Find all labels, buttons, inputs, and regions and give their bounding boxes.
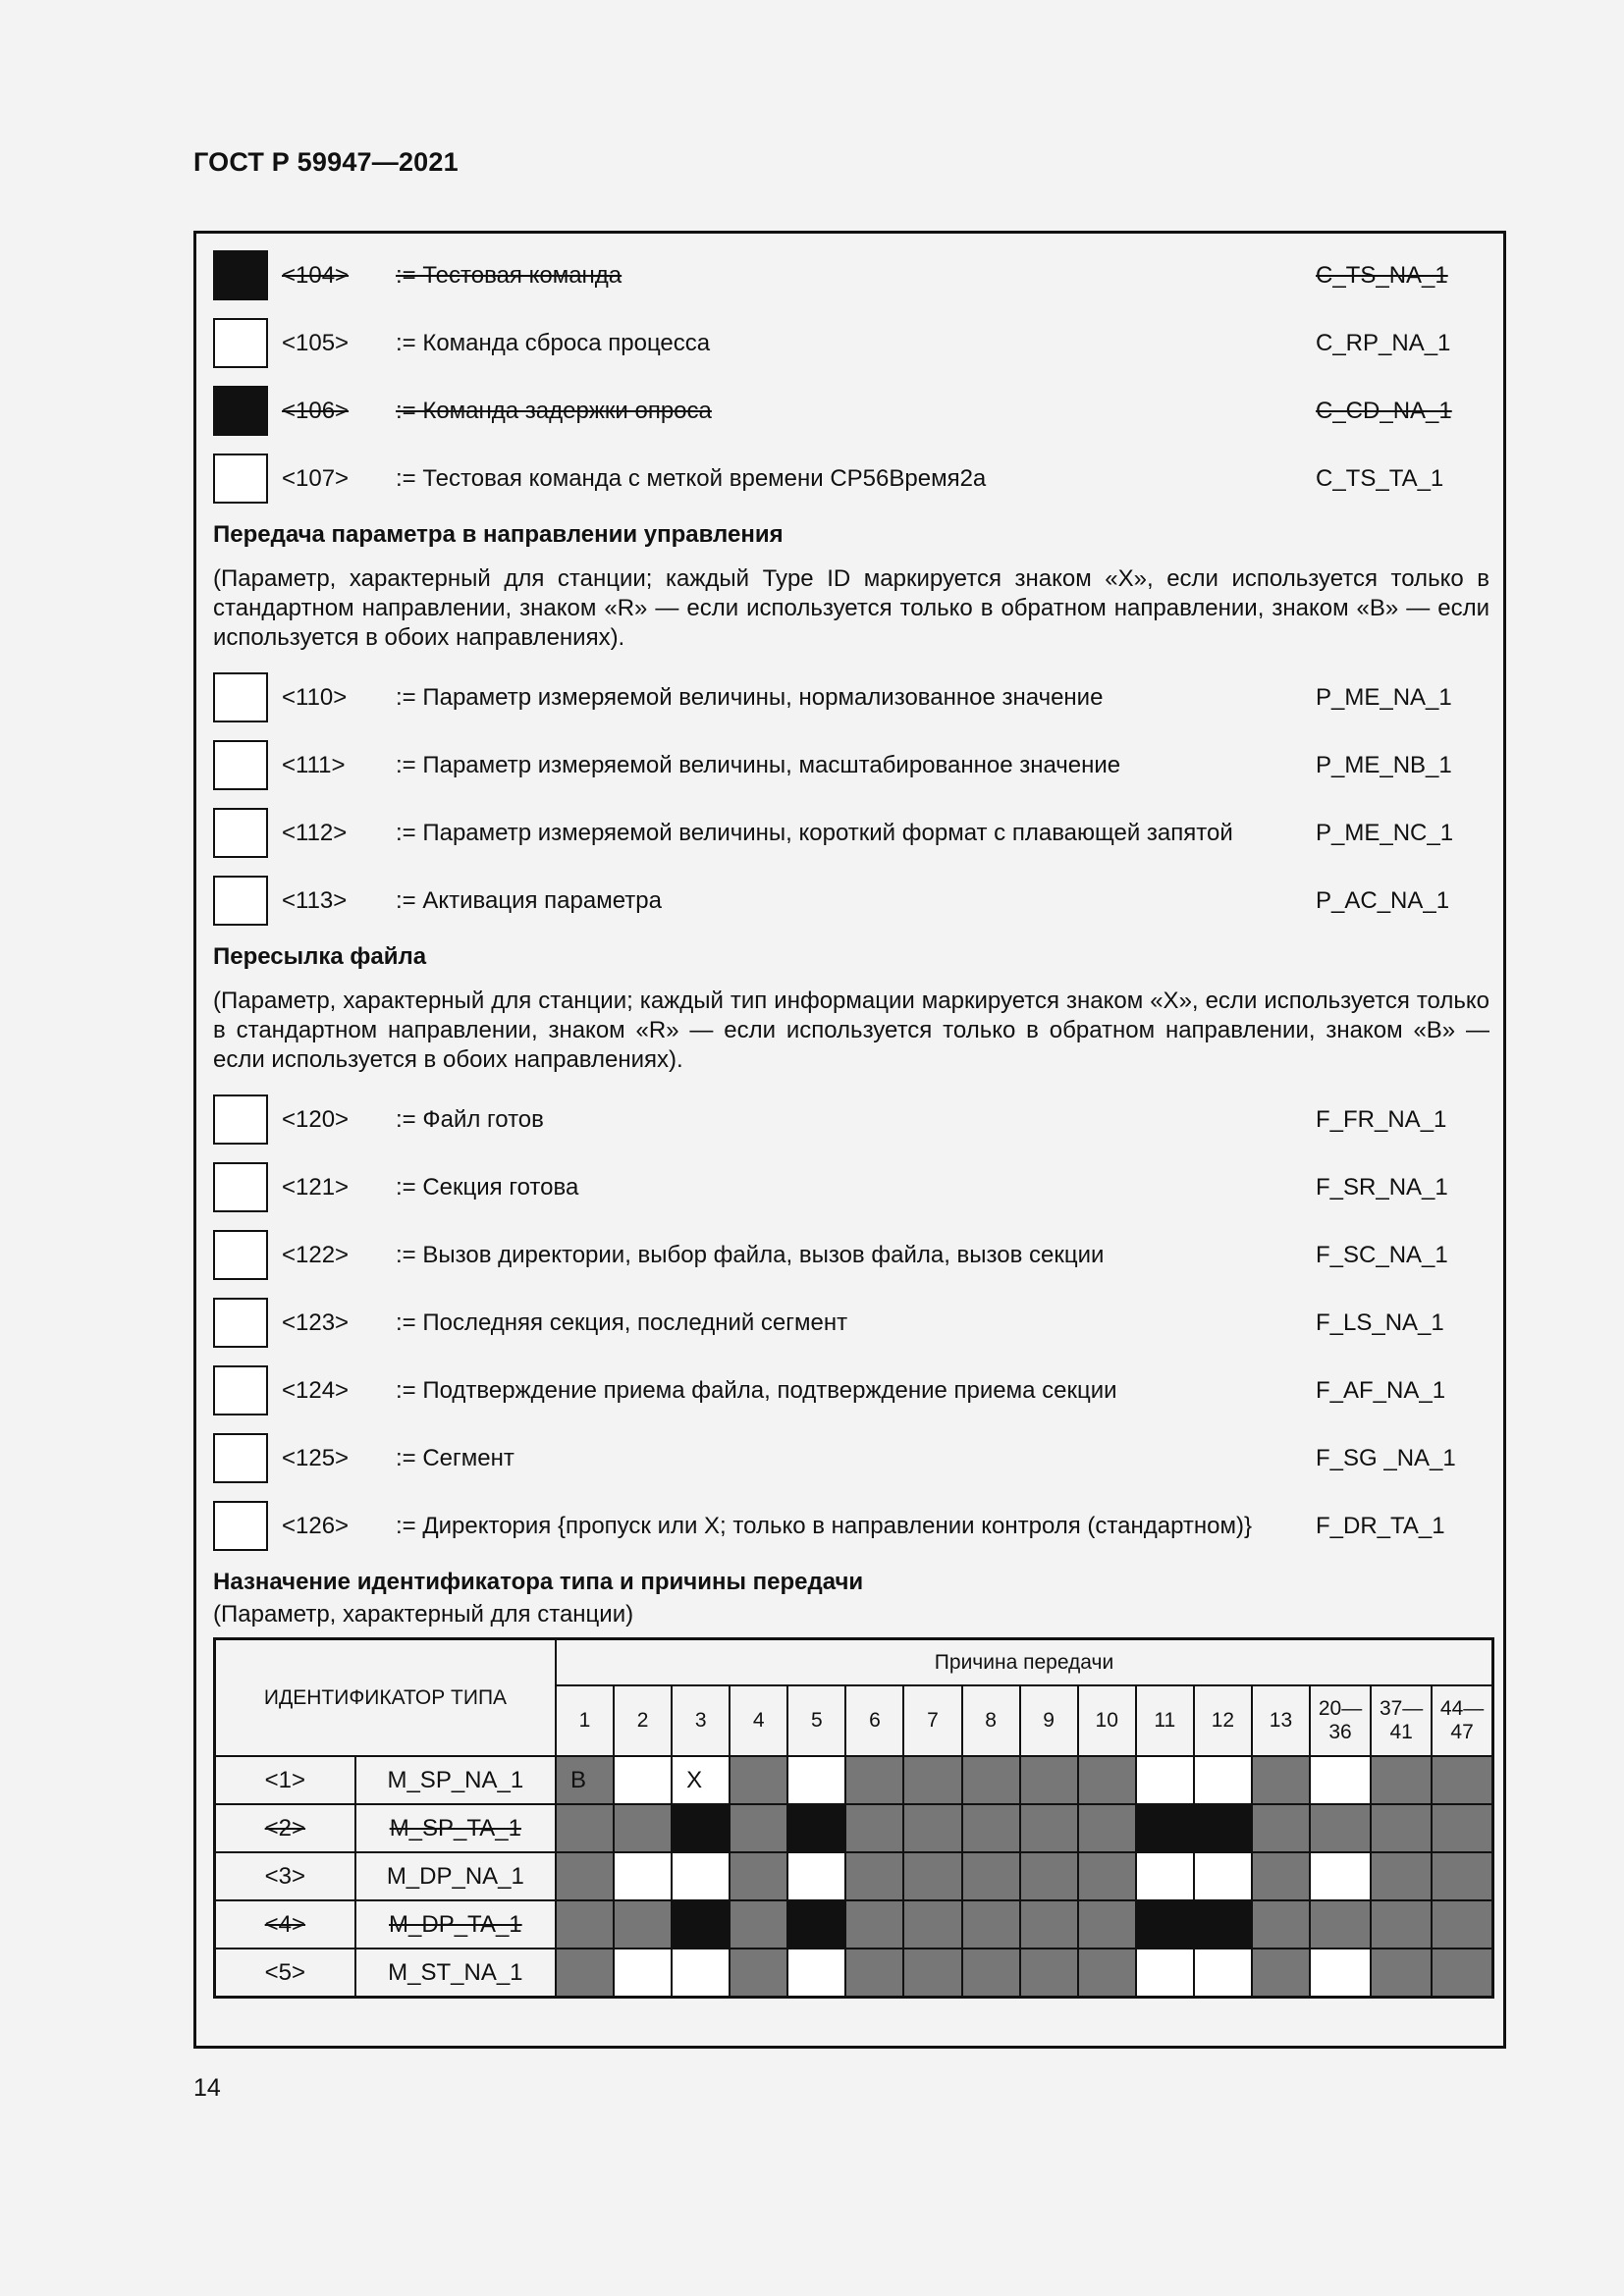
page-number: 14 bbox=[193, 2074, 221, 2102]
type-description: := Активация параметра bbox=[396, 887, 662, 914]
selectable-cell[interactable] bbox=[787, 1949, 845, 1998]
checkbox[interactable] bbox=[213, 1095, 268, 1145]
selectable-cell[interactable] bbox=[1310, 1949, 1371, 1998]
unavailable-cell bbox=[1432, 1756, 1492, 1804]
cause-column-header bbox=[672, 1685, 730, 1756]
assignment-table bbox=[213, 1637, 1494, 1999]
type-description: := Параметр измеряемой величины, масштабированное значение bbox=[396, 752, 1121, 778]
list-item bbox=[213, 876, 1489, 926]
content-frame bbox=[193, 231, 1506, 2049]
type-description: := Подтверждение приема файла, подтверждение приема секции bbox=[396, 1377, 1117, 1404]
cause-column-header bbox=[1194, 1685, 1252, 1756]
list-item bbox=[213, 1298, 1489, 1348]
unavailable-cell bbox=[614, 1804, 672, 1852]
type-ident-cell bbox=[355, 1949, 556, 1998]
type-code: <121> bbox=[282, 1174, 350, 1201]
checkbox[interactable] bbox=[213, 1230, 268, 1280]
unavailable-cell bbox=[845, 1900, 903, 1949]
type-ident-cell bbox=[355, 1804, 556, 1852]
unavailable-cell bbox=[1020, 1900, 1078, 1949]
selectable-cell[interactable] bbox=[1310, 1852, 1371, 1900]
type-code: <106> bbox=[282, 398, 350, 424]
unavailable-cell bbox=[556, 1949, 614, 1998]
cause-column-header bbox=[730, 1685, 787, 1756]
cause-column-header bbox=[903, 1685, 961, 1756]
type-code: <123> bbox=[282, 1309, 350, 1336]
unavailable-cell bbox=[1194, 1804, 1252, 1852]
type-description: := Тестовая команда с меткой времени CP56Время2а bbox=[396, 465, 987, 492]
cause-column-header bbox=[845, 1685, 903, 1756]
type-identifier: M_DP_TA_1 bbox=[389, 1910, 522, 1938]
unavailable-cell bbox=[1136, 1804, 1194, 1852]
unavailable-cell bbox=[962, 1756, 1020, 1804]
cause-header: Причина передачи bbox=[556, 1639, 1493, 1686]
type-code: <126> bbox=[282, 1513, 350, 1539]
type-identifier: P_ME_NC_1 bbox=[1316, 820, 1454, 846]
cause-column-label: 37— bbox=[1379, 1697, 1424, 1720]
selectable-cell[interactable] bbox=[1194, 1756, 1252, 1804]
unavailable-cell bbox=[903, 1900, 961, 1949]
unavailable-cell bbox=[903, 1949, 961, 1998]
checkbox[interactable] bbox=[213, 740, 268, 790]
type-identifier: C_TS_NA_1 bbox=[1316, 262, 1448, 289]
table-row bbox=[215, 1804, 1493, 1852]
type-code: <104> bbox=[282, 262, 350, 289]
unavailable-cell bbox=[903, 1756, 961, 1804]
unavailable-cell bbox=[962, 1900, 1020, 1949]
unavailable-cell bbox=[1432, 1804, 1492, 1852]
cause-column-label: 4 bbox=[752, 1709, 765, 1732]
list-item bbox=[213, 454, 1489, 504]
unavailable-cell bbox=[730, 1756, 787, 1804]
type-code-cell bbox=[215, 1756, 355, 1804]
cell-mark: X bbox=[686, 1766, 703, 1793]
unavailable-cell bbox=[1252, 1900, 1310, 1949]
type-description: := Параметр измеряемой величины, короткий формат с плавающей запятой bbox=[396, 820, 1233, 846]
unavailable-cell bbox=[1020, 1852, 1078, 1900]
unavailable-cell bbox=[845, 1804, 903, 1852]
checkbox[interactable] bbox=[213, 672, 268, 722]
unavailable-cell bbox=[1252, 1756, 1310, 1804]
selectable-cell[interactable] bbox=[672, 1949, 730, 1998]
type-identifier: C_RP_NA_1 bbox=[1316, 330, 1451, 356]
type-code: <2> bbox=[264, 1814, 306, 1842]
unavailable-cell bbox=[1371, 1949, 1432, 1998]
type-code-cell bbox=[215, 1804, 355, 1852]
cause-column-header bbox=[1252, 1685, 1310, 1756]
checkbox[interactable] bbox=[213, 318, 268, 368]
type-code: <1> bbox=[264, 1766, 306, 1793]
selectable-cell[interactable] bbox=[614, 1949, 672, 1998]
cell-mark: B bbox=[569, 1766, 586, 1793]
type-id-header: ИДЕНТИФИКАТОР ТИПА bbox=[215, 1639, 556, 1757]
type-code-cell bbox=[215, 1949, 355, 1998]
cause-column-label: 41 bbox=[1389, 1721, 1413, 1743]
type-ident-cell bbox=[355, 1852, 556, 1900]
type-description: := Тестовая команда bbox=[396, 262, 623, 289]
unavailable-cell bbox=[1252, 1804, 1310, 1852]
type-identifier: P_AC_NA_1 bbox=[1316, 887, 1450, 914]
checkbox[interactable] bbox=[213, 1298, 268, 1348]
type-code: <5> bbox=[264, 1958, 306, 1986]
list-item bbox=[213, 318, 1489, 368]
unavailable-cell bbox=[730, 1804, 787, 1852]
unavailable-cell bbox=[1310, 1804, 1371, 1852]
list-item bbox=[213, 1501, 1489, 1551]
checkbox[interactable] bbox=[213, 876, 268, 926]
type-identifier: M_ST_NA_1 bbox=[388, 1958, 523, 1986]
type-description: := Параметр измеряемой величины, нормализованное значение bbox=[396, 684, 1104, 711]
cause-column-label: 47 bbox=[1450, 1721, 1474, 1743]
type-code: <107> bbox=[282, 465, 350, 492]
unavailable-cell bbox=[1078, 1804, 1136, 1852]
type-identifier: F_DR_TA_1 bbox=[1316, 1513, 1445, 1539]
commands-list bbox=[213, 250, 1489, 504]
cause-column-label: 20— bbox=[1318, 1697, 1363, 1720]
type-identifier: P_ME_NA_1 bbox=[1316, 684, 1452, 711]
cause-column-label: 6 bbox=[869, 1709, 881, 1732]
unavailable-cell bbox=[962, 1804, 1020, 1852]
list-item bbox=[213, 1230, 1489, 1280]
checkbox[interactable] bbox=[213, 1365, 268, 1415]
selectable-cell[interactable] bbox=[614, 1852, 672, 1900]
cause-column-label: 13 bbox=[1269, 1709, 1293, 1732]
selectable-cell[interactable] bbox=[614, 1756, 672, 1804]
unavailable-cell bbox=[845, 1949, 903, 1998]
type-code: <120> bbox=[282, 1106, 350, 1133]
cause-column-label: 8 bbox=[985, 1709, 997, 1732]
unavailable-cell bbox=[672, 1804, 730, 1852]
checkbox[interactable] bbox=[213, 454, 268, 504]
content-body bbox=[213, 250, 1489, 1999]
cause-column-label: 2 bbox=[636, 1709, 649, 1732]
unavailable-cell bbox=[1078, 1756, 1136, 1804]
unavailable-cell bbox=[556, 1804, 614, 1852]
type-identifier: F_AF_NA_1 bbox=[1316, 1377, 1446, 1404]
unavailable-cell bbox=[556, 1900, 614, 1949]
cause-column-header bbox=[962, 1685, 1020, 1756]
unavailable-cell bbox=[672, 1900, 730, 1949]
unavailable-cell bbox=[1371, 1900, 1432, 1949]
table-row bbox=[215, 1949, 1493, 1998]
unavailable-cell bbox=[962, 1949, 1020, 1998]
file-section-title: Пересылка файла bbox=[213, 943, 427, 970]
type-description: := Вызов директории, выбор файла, вызов файла, вызов секции bbox=[396, 1242, 1105, 1268]
type-code: <122> bbox=[282, 1242, 350, 1268]
unavailable-cell bbox=[1020, 1804, 1078, 1852]
list-item bbox=[213, 1433, 1489, 1483]
cause-column-label: 1 bbox=[578, 1709, 591, 1732]
file-section-note: (Параметр, характерный для станции; каждый тип информации маркируется знаком «X», если используется только в стандартном направлении, знаком «R» — если используется только в обратном направлении, знаком «B» — если используется в обоих направлениях). bbox=[213, 988, 1489, 1073]
type-code: <3> bbox=[264, 1862, 306, 1890]
type-identifier: F_LS_NA_1 bbox=[1316, 1309, 1444, 1336]
unavailable-cell bbox=[1020, 1756, 1078, 1804]
type-identifier: P_ME_NB_1 bbox=[1316, 752, 1452, 778]
cause-column-header bbox=[1371, 1685, 1432, 1756]
table-row bbox=[215, 1756, 1493, 1804]
assign-section-title: Назначение идентификатора типа и причины передачи bbox=[213, 1569, 864, 1595]
file-list bbox=[213, 1095, 1489, 1551]
unavailable-cell bbox=[1078, 1852, 1136, 1900]
table-header-row bbox=[215, 1639, 1493, 1686]
type-description: := Секция готова bbox=[396, 1174, 579, 1201]
selectable-cell[interactable] bbox=[1310, 1756, 1371, 1804]
selectable-cell[interactable] bbox=[1136, 1756, 1194, 1804]
type-identifier: F_SR_NA_1 bbox=[1316, 1174, 1448, 1201]
cause-column-label: 12 bbox=[1211, 1709, 1235, 1732]
param-section-title: Передача параметра в направлении управления bbox=[213, 521, 784, 548]
list-item bbox=[213, 808, 1489, 858]
list-item bbox=[213, 250, 1489, 300]
checkbox[interactable] bbox=[213, 1162, 268, 1212]
type-identifier: C_TS_TA_1 bbox=[1316, 465, 1444, 492]
selectable-cell[interactable] bbox=[1136, 1949, 1194, 1998]
checkbox-filled[interactable] bbox=[213, 386, 268, 436]
unavailable-cell bbox=[845, 1756, 903, 1804]
type-code: <112> bbox=[282, 820, 348, 846]
type-code-cell bbox=[215, 1900, 355, 1949]
unavailable-cell bbox=[1252, 1852, 1310, 1900]
cause-column-label: 10 bbox=[1095, 1709, 1118, 1732]
unavailable-cell bbox=[1432, 1852, 1492, 1900]
list-item bbox=[213, 1162, 1489, 1212]
type-description: := Команда задержки опроса bbox=[396, 398, 712, 424]
checkbox-filled[interactable] bbox=[213, 250, 268, 300]
unavailable-cell bbox=[962, 1852, 1020, 1900]
cause-column-label: 44— bbox=[1439, 1697, 1485, 1720]
cause-column-header bbox=[614, 1685, 672, 1756]
unavailable-cell bbox=[1078, 1949, 1136, 1998]
type-code: <4> bbox=[264, 1910, 306, 1938]
list-item bbox=[213, 1365, 1489, 1415]
type-identifier: M_DP_NA_1 bbox=[386, 1862, 524, 1890]
cause-column-label: 36 bbox=[1328, 1721, 1352, 1743]
checkbox[interactable] bbox=[213, 1433, 268, 1483]
type-identifier: M_SP_TA_1 bbox=[389, 1814, 521, 1842]
unavailable-cell bbox=[787, 1900, 845, 1949]
param-list bbox=[213, 672, 1489, 926]
unavailable-cell bbox=[1136, 1900, 1194, 1949]
cause-column-label: 9 bbox=[1043, 1709, 1055, 1732]
type-description: := Последняя секция, последний сегмент bbox=[396, 1309, 848, 1336]
type-description: := Сегмент bbox=[396, 1445, 514, 1471]
type-code: <113> bbox=[282, 887, 348, 914]
assign-section-note: (Параметр, характерный для станции) bbox=[213, 1601, 634, 1628]
list-item bbox=[213, 740, 1489, 790]
unavailable-cell bbox=[730, 1949, 787, 1998]
type-code: <124> bbox=[282, 1377, 350, 1404]
type-code-cell bbox=[215, 1852, 355, 1900]
type-ident-cell bbox=[355, 1900, 556, 1949]
type-code: <110> bbox=[282, 684, 348, 711]
list-item bbox=[213, 672, 1489, 722]
table-row bbox=[215, 1900, 1493, 1949]
type-code: <125> bbox=[282, 1445, 350, 1471]
selectable-cell[interactable] bbox=[787, 1852, 845, 1900]
unavailable-cell bbox=[1371, 1756, 1432, 1804]
unavailable-cell bbox=[1310, 1900, 1371, 1949]
cause-column-header bbox=[1078, 1685, 1136, 1756]
cause-column-header bbox=[787, 1685, 845, 1756]
type-description: := Директория {пропуск или X; только в направлении контроля (стандартном)} bbox=[396, 1513, 1253, 1539]
cause-column-label: 11 bbox=[1154, 1709, 1176, 1732]
unavailable-cell bbox=[1432, 1900, 1492, 1949]
list-item bbox=[213, 1095, 1489, 1145]
unavailable-cell bbox=[730, 1852, 787, 1900]
unavailable-cell bbox=[1194, 1900, 1252, 1949]
unavailable-cell bbox=[1432, 1949, 1492, 1998]
cause-column-label: 7 bbox=[927, 1709, 939, 1732]
unavailable-cell bbox=[1020, 1949, 1078, 1998]
unavailable-cell bbox=[556, 1852, 614, 1900]
cause-column-label: 3 bbox=[694, 1709, 707, 1732]
type-code: <111> bbox=[282, 752, 346, 778]
cause-column-header bbox=[1310, 1685, 1371, 1756]
selectable-cell[interactable] bbox=[1194, 1949, 1252, 1998]
unavailable-cell bbox=[903, 1804, 961, 1852]
selectable-cell[interactable] bbox=[1136, 1852, 1194, 1900]
type-identifier: F_FR_NA_1 bbox=[1316, 1106, 1447, 1133]
param-section-note: (Параметр, характерный для станции; каждый Type ID маркируется знаком «X», если используется только в стандартном направлении, знаком «R» — если используется только в обратном направлении, знаком «B» — если используется в обоих направлениях). bbox=[213, 565, 1489, 651]
unavailable-cell bbox=[845, 1852, 903, 1900]
cause-column-label: 5 bbox=[810, 1709, 823, 1732]
type-identifier: F_SC_NA_1 bbox=[1316, 1242, 1448, 1268]
type-description: := Команда сброса процесса bbox=[396, 330, 711, 356]
selectable-cell[interactable] bbox=[1194, 1852, 1252, 1900]
type-description: := Файл готов bbox=[396, 1106, 544, 1133]
checkbox[interactable] bbox=[213, 1501, 268, 1551]
type-code: <105> bbox=[282, 330, 350, 356]
type-identifier: F_SG _NA_1 bbox=[1316, 1445, 1456, 1471]
unavailable-cell bbox=[787, 1804, 845, 1852]
document-header: ГОСТ Р 59947—2021 bbox=[193, 147, 459, 177]
selectable-cell[interactable] bbox=[787, 1756, 845, 1804]
checkbox[interactable] bbox=[213, 808, 268, 858]
type-identifier: C_CD_NA_1 bbox=[1316, 398, 1452, 424]
unavailable-cell bbox=[1371, 1852, 1432, 1900]
unavailable-cell bbox=[1252, 1949, 1310, 1998]
cause-column-header bbox=[556, 1685, 614, 1756]
unavailable-cell bbox=[1371, 1804, 1432, 1852]
cause-column-header bbox=[1432, 1685, 1492, 1756]
table-row bbox=[215, 1852, 1493, 1900]
selectable-cell[interactable] bbox=[672, 1852, 730, 1900]
type-ident-cell bbox=[355, 1756, 556, 1804]
type-identifier: M_SP_NA_1 bbox=[387, 1766, 524, 1793]
unavailable-cell bbox=[903, 1852, 961, 1900]
cause-column-header bbox=[1136, 1685, 1194, 1756]
unavailable-cell bbox=[614, 1900, 672, 1949]
list-item bbox=[213, 386, 1489, 436]
unavailable-cell bbox=[1078, 1900, 1136, 1949]
cause-column-header bbox=[1020, 1685, 1078, 1756]
selectable-cell[interactable] bbox=[672, 1756, 730, 1804]
unavailable-cell bbox=[730, 1900, 787, 1949]
unavailable-cell bbox=[556, 1756, 614, 1804]
